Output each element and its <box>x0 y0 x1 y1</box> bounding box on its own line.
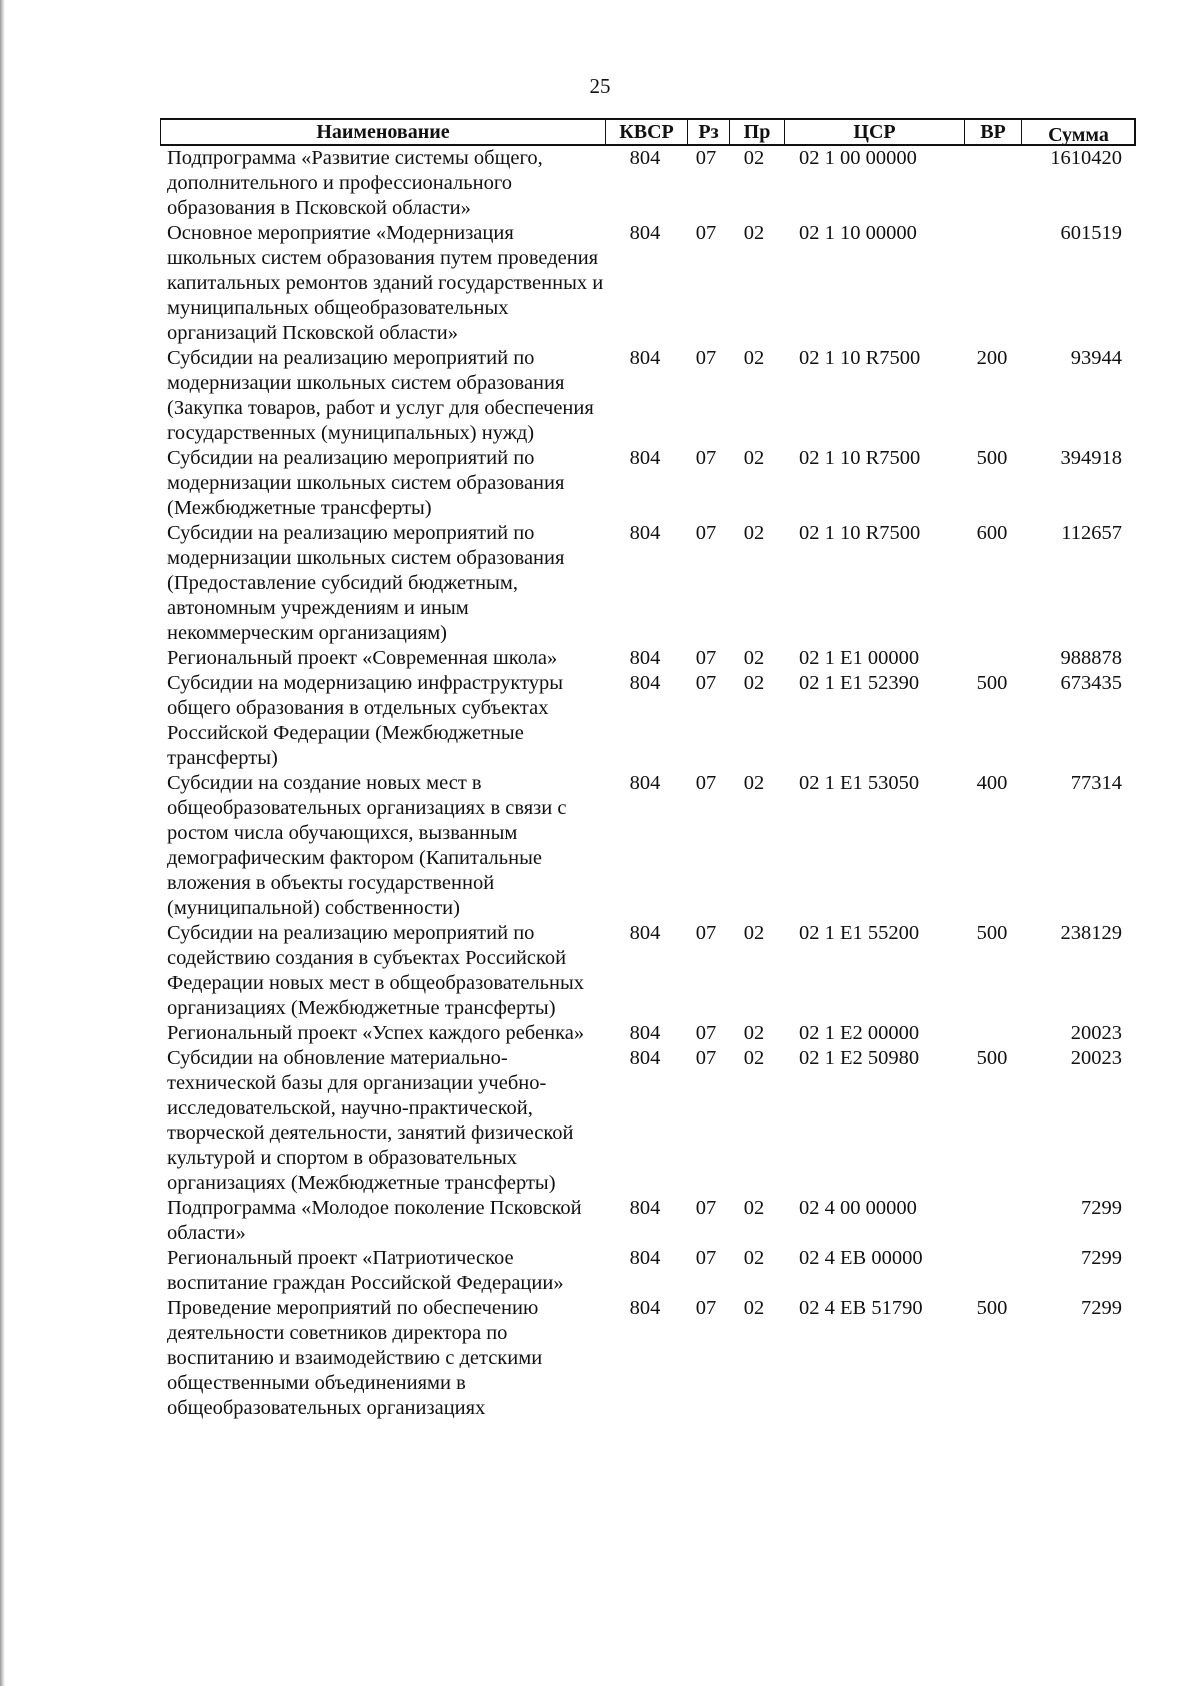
row-vr: 500 <box>976 1297 1008 1319</box>
table-row <box>167 221 1127 346</box>
row-csr: 02 1 10 R7500 <box>799 347 921 369</box>
row-name: Региональный проект «Современная школа» <box>167 647 558 669</box>
row-rz: 07 <box>695 1197 717 1219</box>
row-name: Региональный проект «Патриотическое воспитание граждан Российской Федерации» <box>167 1247 564 1294</box>
row-pr: 02 <box>743 447 765 469</box>
row-name: Подпрограмма «Развитие системы общего, дополнительного и профессионального образования в Псковской области» <box>167 147 543 219</box>
row-rz: 07 <box>695 347 717 369</box>
row-sum: 394918 <box>1060 447 1122 469</box>
header-pr: Пр <box>730 120 785 144</box>
row-sum: 238129 <box>1060 922 1122 944</box>
row-pr: 02 <box>743 922 765 944</box>
row-sum: 20023 <box>1070 1047 1122 1069</box>
row-pr: 02 <box>743 222 765 244</box>
row-kvsr: 804 <box>629 1247 661 1269</box>
row-kvsr: 804 <box>629 672 661 694</box>
row-rz: 07 <box>695 1022 717 1044</box>
row-name: Проведение мероприятий по обеспечению деятельности советников директора по воспитанию и взаимодействию с детскими общественными объединениями в общеобразовательных организациях <box>167 1297 543 1419</box>
row-pr: 02 <box>743 347 765 369</box>
table-row <box>167 1246 1127 1296</box>
row-pr: 02 <box>743 772 765 794</box>
header-csr: ЦСР <box>785 120 965 144</box>
row-csr: 02 1 E1 52390 <box>799 672 920 694</box>
row-rz: 07 <box>695 222 717 244</box>
row-kvsr: 804 <box>629 772 661 794</box>
row-sum: 988878 <box>1060 647 1122 669</box>
row-rz: 07 <box>695 672 717 694</box>
row-rz: 07 <box>695 1047 717 1069</box>
row-sum: 7299 <box>1081 1247 1122 1269</box>
header-sum: Сумма <box>1048 124 1109 146</box>
row-kvsr: 804 <box>629 1047 661 1069</box>
row-sum: 1610420 <box>1050 147 1122 169</box>
header-vr: ВР <box>965 120 1022 144</box>
row-name: Субсидии на модернизацию инфраструктуры общего образования в отдельных субъектах Российской Федерации (Межбюджетные трансферты) <box>167 672 564 769</box>
row-pr: 02 <box>743 1247 765 1269</box>
row-pr: 02 <box>743 1197 765 1219</box>
page-number: 25 <box>589 74 611 98</box>
row-csr: 02 1 E2 50980 <box>799 1047 920 1069</box>
row-csr: 02 1 10 00000 <box>799 222 917 244</box>
table-body <box>167 146 1127 1421</box>
row-name: Субсидии на реализацию мероприятий по модернизации школьных систем образования (Предоставление субсидий бюджетным, автономным учреждениям и иным некоммерческим организациям) <box>167 522 565 644</box>
row-csr: 02 4 EB 51790 <box>799 1297 923 1319</box>
table-row <box>167 346 1127 446</box>
row-kvsr: 804 <box>629 347 661 369</box>
row-rz: 07 <box>695 522 717 544</box>
table-row <box>167 521 1127 646</box>
row-pr: 02 <box>743 522 765 544</box>
row-csr: 02 1 10 R7500 <box>799 522 921 544</box>
row-csr: 02 1 E1 53050 <box>799 772 920 794</box>
row-kvsr: 804 <box>629 922 661 944</box>
row-vr: 500 <box>976 922 1008 944</box>
row-csr: 02 1 E1 00000 <box>799 647 920 669</box>
row-rz: 07 <box>695 772 717 794</box>
row-sum: 601519 <box>1060 222 1122 244</box>
row-name: Основное мероприятие «Модернизация школьных систем образования путем проведения капитальных ремонтов зданий государственных и муниципальных общеобразовательных организаций Псковской области» <box>167 222 604 344</box>
row-kvsr: 804 <box>629 522 661 544</box>
row-csr: 02 1 00 00000 <box>799 147 917 169</box>
table-header <box>160 118 1136 146</box>
row-kvsr: 804 <box>629 1197 661 1219</box>
row-sum: 7299 <box>1081 1197 1122 1219</box>
row-name: Субсидии на реализацию мероприятий по модернизации школьных систем образования (Закупка товаров, работ и услуг для обеспечения государственных (муниципальных) нужд) <box>167 347 594 444</box>
table-row <box>167 1196 1127 1246</box>
row-vr: 400 <box>976 772 1008 794</box>
row-vr: 500 <box>976 1047 1008 1069</box>
scan-edge <box>0 0 5 1686</box>
row-csr: 02 4 EB 00000 <box>799 1247 923 1269</box>
row-vr: 200 <box>976 347 1008 369</box>
table-row <box>167 671 1127 771</box>
row-pr: 02 <box>743 1022 765 1044</box>
row-rz: 07 <box>695 1297 717 1319</box>
table-row <box>167 446 1127 521</box>
row-sum: 77314 <box>1070 772 1122 794</box>
row-vr: 600 <box>976 522 1008 544</box>
row-name: Субсидии на реализацию мероприятий по содействию создания в субъектах Российской Федерации новых мест в общеобразовательных организациях (Межбюджетные трансферты) <box>167 922 584 1019</box>
row-pr: 02 <box>743 672 765 694</box>
row-name: Субсидии на создание новых мест в общеобразовательных организациях в связи с ростом числа обучающихся, вызванным демографическим фактором (Капитальные вложения в объекты государственной (муниципальной) собственности) <box>167 772 567 919</box>
row-sum: 673435 <box>1060 672 1122 694</box>
row-csr: 02 1 10 R7500 <box>799 447 921 469</box>
row-rz: 07 <box>695 647 717 669</box>
row-sum: 7299 <box>1081 1297 1122 1319</box>
row-csr: 02 1 E2 00000 <box>799 1022 920 1044</box>
row-pr: 02 <box>743 647 765 669</box>
table-row <box>167 1296 1127 1421</box>
row-pr: 02 <box>743 1047 765 1069</box>
table-row <box>167 771 1127 921</box>
table-row <box>167 921 1127 1021</box>
row-csr: 02 4 00 00000 <box>799 1197 917 1219</box>
table-row <box>167 146 1127 221</box>
row-name: Субсидии на реализацию мероприятий по модернизации школьных систем образования (Межбюджетные трансферты) <box>167 447 565 519</box>
row-sum: 112657 <box>1061 522 1122 544</box>
row-sum: 20023 <box>1070 1022 1122 1044</box>
row-kvsr: 804 <box>629 222 661 244</box>
row-name: Субсидии на обновление материально-технической базы для организации учебно-исследовательской, научно-практической, творческой деятельности, занятий физической культурой и спортом в образовательных организациях (Межбюджетные трансферты) <box>167 1047 574 1194</box>
row-pr: 02 <box>743 147 765 169</box>
row-kvsr: 804 <box>629 447 661 469</box>
row-rz: 07 <box>695 1247 717 1269</box>
row-sum: 93944 <box>1070 347 1122 369</box>
row-name: Региональный проект «Успех каждого ребенка» <box>167 1022 585 1044</box>
row-vr: 500 <box>976 447 1008 469</box>
row-kvsr: 804 <box>629 647 661 669</box>
table-row <box>167 646 1127 671</box>
row-kvsr: 804 <box>629 1022 661 1044</box>
row-name: Подпрограмма «Молодое поколение Псковской области» <box>167 1197 582 1244</box>
header-rz: Рз <box>688 120 730 144</box>
row-rz: 07 <box>695 147 717 169</box>
row-csr: 02 1 E1 55200 <box>799 922 920 944</box>
row-rz: 07 <box>695 922 717 944</box>
table-row <box>167 1021 1127 1046</box>
row-kvsr: 804 <box>629 147 661 169</box>
row-kvsr: 804 <box>629 1297 661 1319</box>
row-rz: 07 <box>695 447 717 469</box>
table-row <box>167 1046 1127 1196</box>
header-kvsr: КВСР <box>606 120 688 144</box>
header-name: Наименование <box>161 120 606 144</box>
row-vr: 500 <box>976 672 1008 694</box>
row-pr: 02 <box>743 1297 765 1319</box>
